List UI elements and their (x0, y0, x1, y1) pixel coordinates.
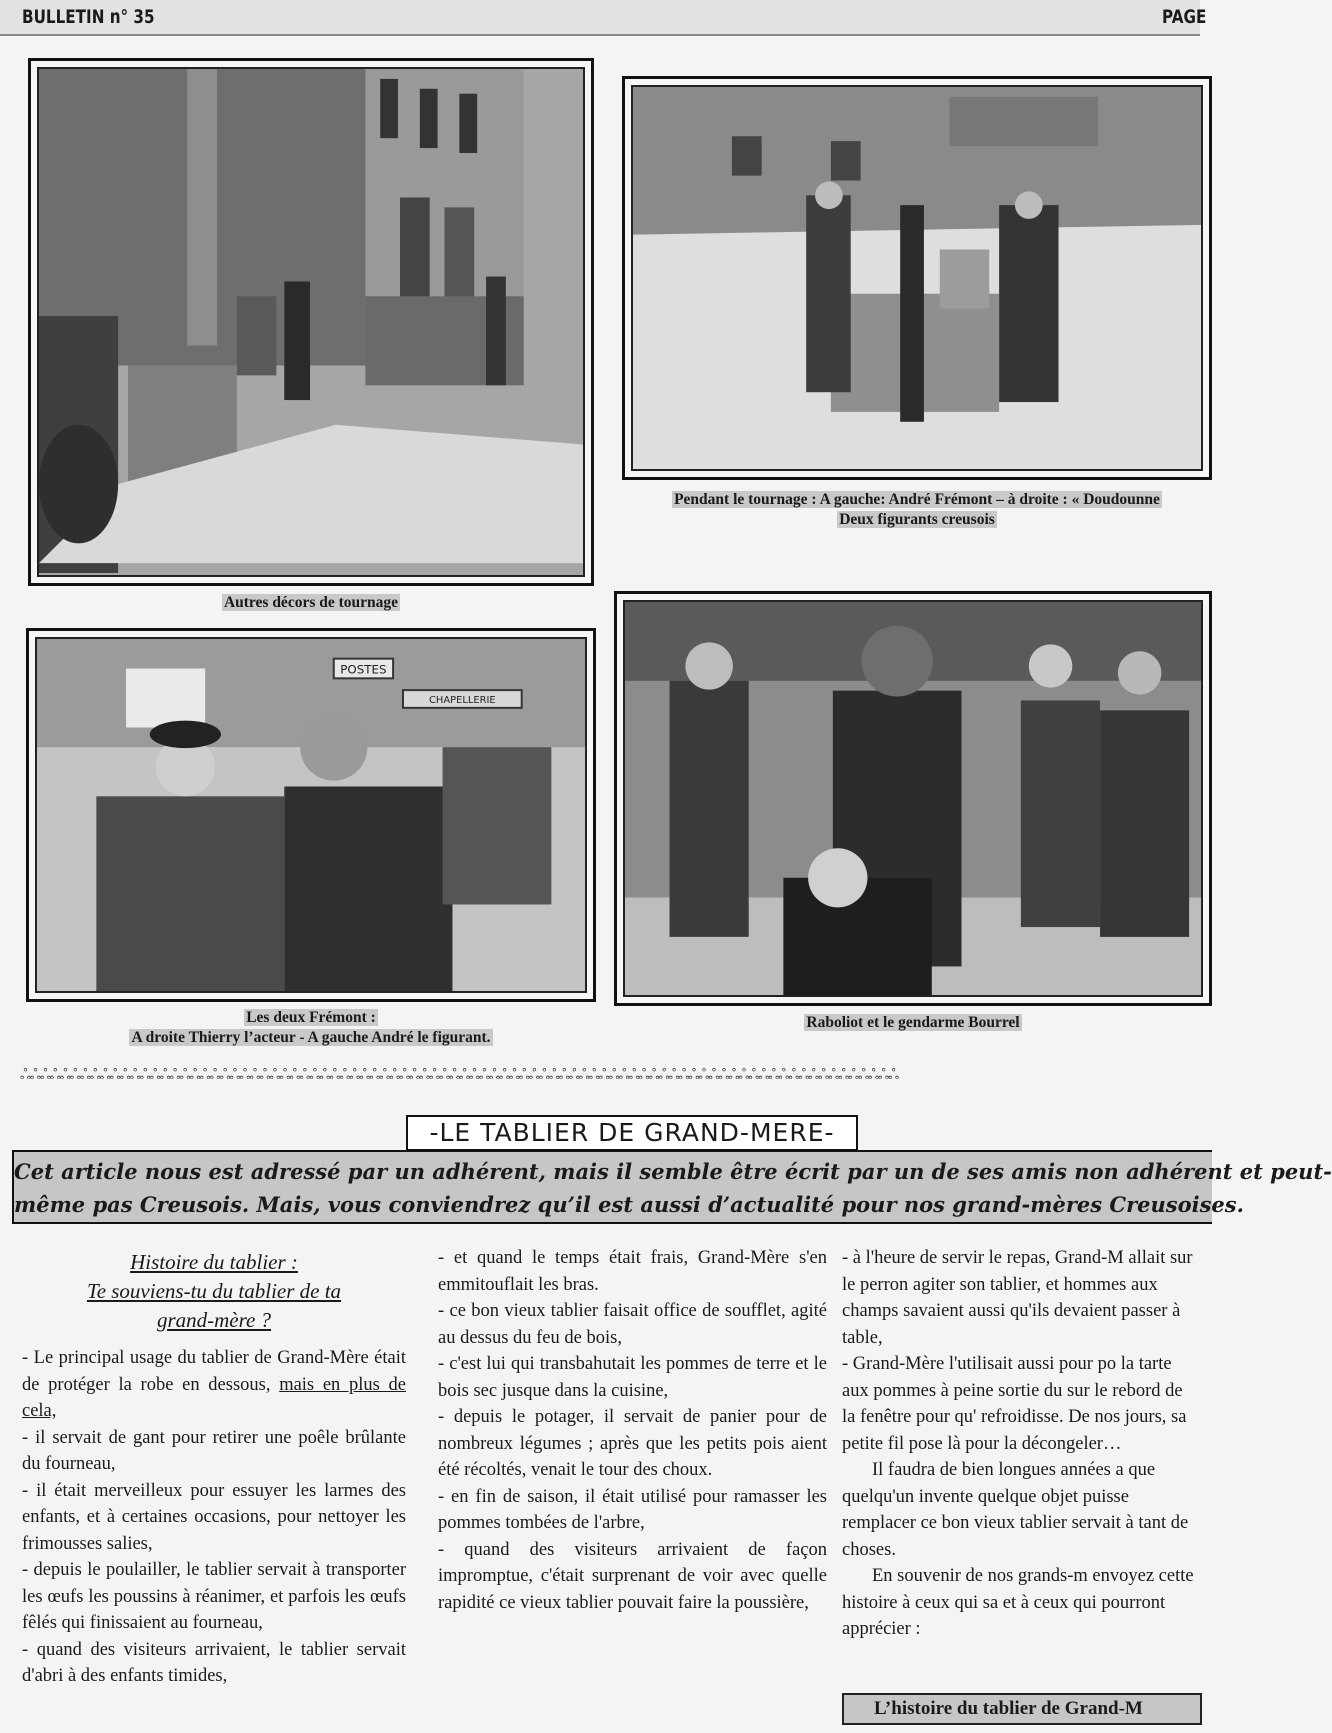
sign-chapellerie: CHAPELLERIE (429, 694, 496, 706)
intro-line-2: même pas Creusois. Mais, vous conviendrez qu’il est aussi d’actualité pour nos grand-mères Creusoises. (14, 1192, 1244, 1217)
photo-raboliot (614, 591, 1212, 1006)
paragraph: - à l'heure de servir le repas, Grand-M allait sur le perron agiter son tablier, et hommes aux champs savaient aussi qu'ils devaient passer à table, (842, 1248, 1193, 1348)
well-image (633, 87, 1201, 469)
caption-raboliot: Raboliot et le gendarme Bourrel (806, 1014, 1020, 1031)
paragraph: En souvenir de nos grands-m envoyez cette histoire à ceux qui sa et à ceux qui pourront apprécier : (842, 1566, 1194, 1639)
ornamental-divider: ஃஃஃஃஃஃஃஃஃஃஃஃஃஃஃஃஃஃஃஃஃஃஃஃஃஃஃஃஃஃஃஃஃஃஃஃஃஃஃஃஃஃஃஃஃஃஃஃஃஃஃஃஃஃஃஃஃஃஃஃஃஃஃஃஃஃஃஃஃஃஃஃஃஃஃஃஃஃஃஃஃஃஃஃஃஃஃஃ (20, 1067, 899, 1083)
paragraph: - ce bon vieux tablier faisait office de soufflet, agité au dessus du feu de bois, (438, 1301, 827, 1348)
page-header (0, 0, 1200, 36)
paragraph: - en fin de saison, il était utilisé pour ramasser les pommes tombées de l'arbre, (438, 1486, 827, 1533)
paragraph: - Le principal usage du tablier de Grand-Mère était de protéger la robe en dessous, mais en plus de cela, (22, 1348, 406, 1421)
paragraph: - et quand le temps était frais, Grand-Mère s'en emmitouflait les bras. (438, 1248, 827, 1295)
caption-two-fremont: Les deux Frémont : A droite Thierry l’acteur - A gauche André le figurant. (131, 1009, 491, 1046)
paragraph: - il était merveilleux pour essuyer les larmes des enfants, et à certaines occasions, pour nettoyer les frimousses salies, (22, 1480, 406, 1554)
photo-well (622, 76, 1212, 480)
caption-well: Pendant le tournage : A gauche: André Frémont – à droite : « Doudounne Deux figurants creusois (674, 491, 1160, 528)
article-intro (12, 1150, 1332, 1224)
photo-two-fremont (26, 628, 596, 1002)
bulletin-number: BULLETIN n° 35 (22, 6, 155, 28)
paragraph: - Grand-Mère l'utilisait aussi pour po la tarte aux pommes à peine sortie du sur le rebord de la fenêtre pour qu' refroidisse. De nos jours, sa petite fil pose là pour la décongeler… (842, 1354, 1187, 1454)
caption-village-street: Autres décors de tournage (223, 594, 399, 611)
village-street-image (39, 69, 583, 575)
paragraph: - depuis le poulailler, le tablier servait à transporter les œufs les poussins à réanimer, et parfois les œufs fêlés qui finissaient au fourneau, (22, 1560, 406, 1633)
article-column-1 (22, 1248, 406, 1690)
paragraph: - quand des visiteurs arrivaient, le tablier servait d'abri à des enfants timides, (22, 1639, 406, 1686)
article-column-3 (842, 1245, 1200, 1685)
column-1-title: Histoire du tablier : Te souviens-tu du tablier de ta grand-mère ? (86, 1250, 342, 1332)
page-label: PAGE (1162, 6, 1207, 28)
paragraph: - quand des visiteurs arrivaient de façon impromptue, c'était surprenant de voir avec quelle rapidité ce vieux tablier pouvait faire la poussière, (438, 1539, 827, 1613)
raboliot-image (625, 602, 1201, 995)
paragraph: - depuis le potager, il servait de panier pour de nombreux légumes ; après que les petits pois aient été récoltés, venait le tour des choux. (438, 1407, 827, 1480)
story-title-box: L’histoire du tablier de Grand-M (842, 1693, 1202, 1725)
article-column-2 (438, 1245, 827, 1616)
sign-postes: POSTES (340, 662, 387, 677)
intro-line-1: Cet article nous est adressé par un adhérent, mais il semble être écrit par un de ses amis non adhérent et peut- (14, 1159, 1332, 1184)
article-title: -LE TABLIER DE GRAND-MERE- (406, 1115, 858, 1151)
paragraph: Il faudra de bien longues années a que quelqu'un invente quelque objet puisse remplacer ce bon vieux tablier servait à tant de choses. (842, 1460, 1189, 1560)
paragraph: - c'est lui qui transbahutait les pommes de terre et le bois sec jusque dans la cuisine, (438, 1354, 827, 1401)
two-fremont-image (37, 639, 585, 991)
photo-village-street (28, 58, 594, 586)
paragraph: - il servait de gant pour retirer une poêle brûlante du fourneau, (22, 1427, 406, 1474)
